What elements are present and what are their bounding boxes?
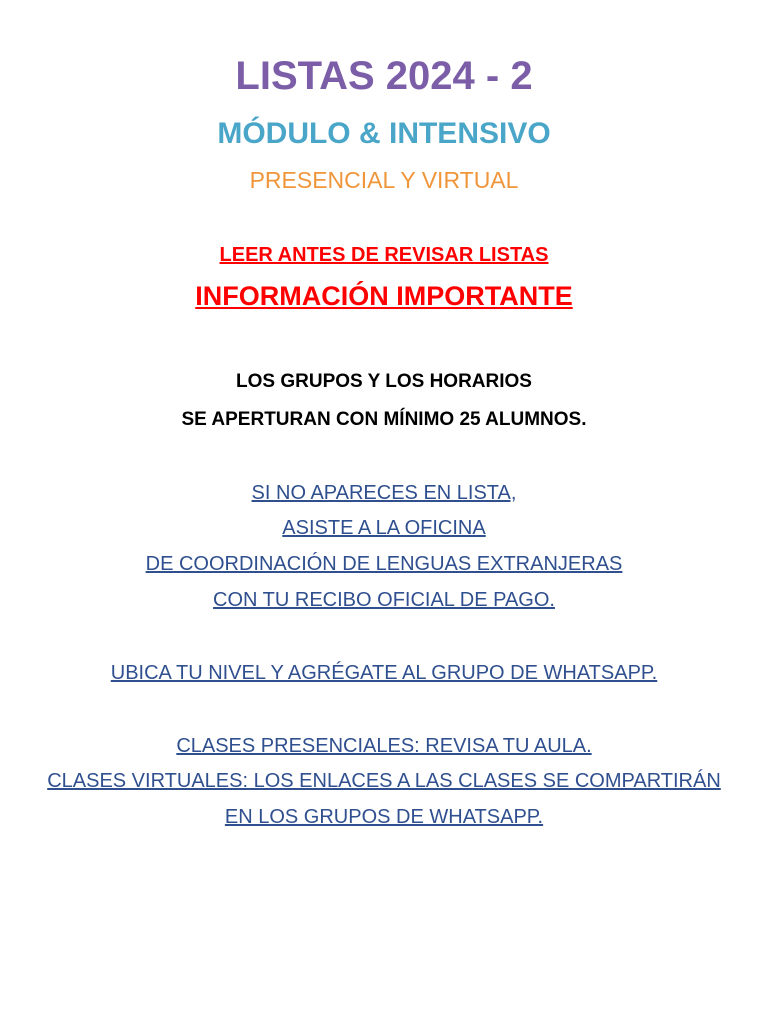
page-subtitle: MÓDULO & INTENSIVO [217, 117, 551, 150]
class-mode: PRESENCIAL Y VIRTUAL [249, 167, 519, 193]
classes-line-2[interactable]: CLASES VIRTUALES: LOS ENLACES A LAS CLASES SE COMPARTIRÁN [47, 770, 721, 792]
requirements-line-2: SE APERTURAN CON MÍNIMO 25 ALUMNOS. [181, 409, 587, 430]
not-listed-line-2[interactable]: ASISTE A LA OFICINA [282, 517, 486, 539]
whatsapp-instruction[interactable]: UBICA TU NIVEL Y AGRÉGATE AL GRUPO DE WHATSAPP. [110, 662, 658, 684]
important-info-heading: INFORMACIÓN IMPORTANTE [195, 281, 573, 311]
requirements-line-1: LOS GRUPOS Y LOS HORARIOS [236, 371, 532, 392]
not-listed-line-1[interactable]: SI NO APARECES EN LISTA, [251, 482, 517, 504]
classes-line-3[interactable]: EN LOS GRUPOS DE WHATSAPP. [224, 806, 544, 828]
not-listed-line-3[interactable]: DE COORDINACIÓN DE LENGUAS EXTRANJERAS [145, 553, 623, 575]
classes-line-1[interactable]: CLASES PRESENCIALES: REVISA TU AULA. [176, 735, 592, 757]
read-first-notice: LEER ANTES DE REVISAR LISTAS [219, 244, 549, 266]
not-listed-line-4[interactable]: CON TU RECIBO OFICIAL DE PAGO. [213, 589, 555, 611]
page-title: LISTAS 2024 - 2 [235, 54, 533, 98]
